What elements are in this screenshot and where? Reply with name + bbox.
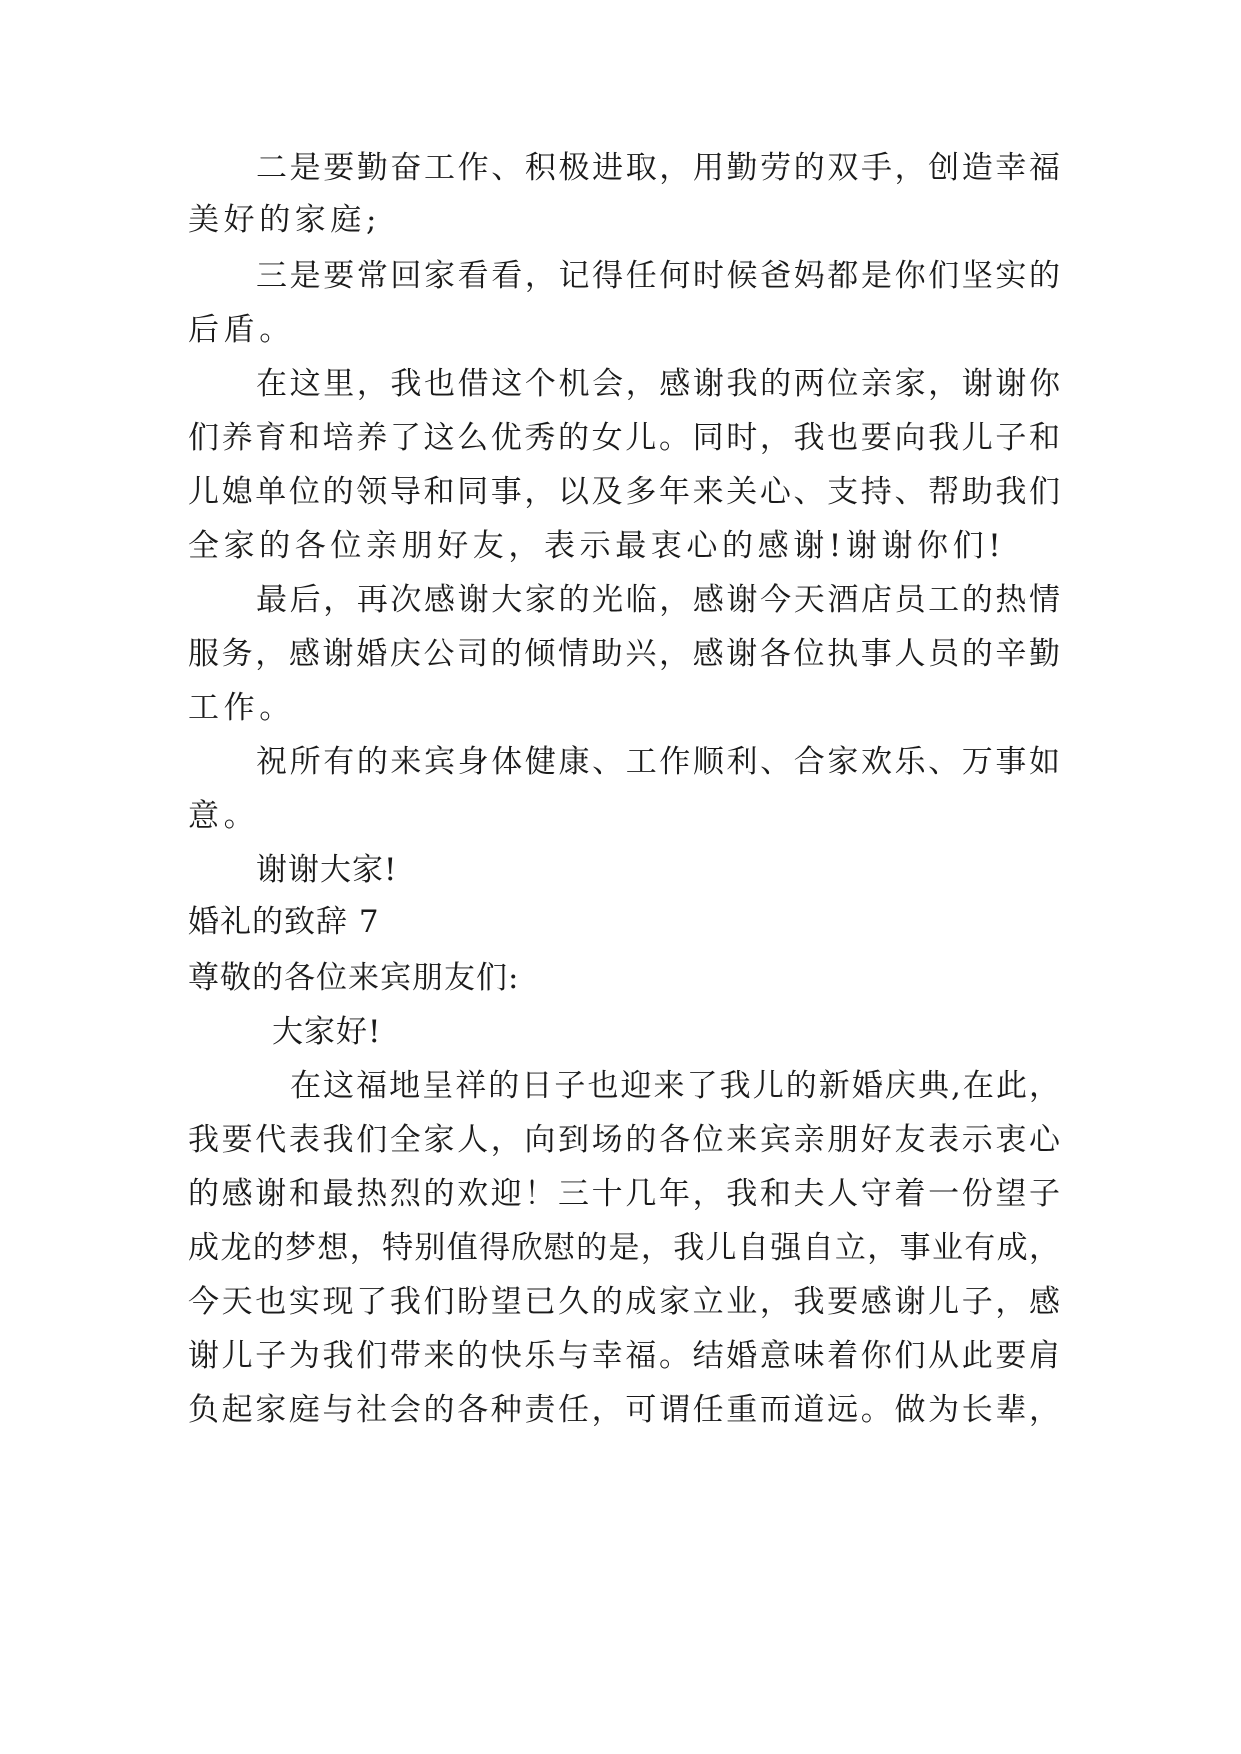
paragraph-line: 后盾。 xyxy=(188,312,295,348)
paragraph-line: 的感谢和最热烈的欢迎！三十几年，我和夫人守着一份望子 xyxy=(188,1176,1060,1212)
paragraph-line: 意。 xyxy=(188,798,260,834)
paragraph-line: 全家的各位亲朋好友，表示最衷心的感谢!谢谢你们! xyxy=(188,528,1006,564)
paragraph-line: 今天也实现了我们盼望已久的成家立业，我要感谢儿子，感 xyxy=(188,1284,1060,1320)
paragraph-line: 祝所有的来宾身体健康、工作顺利、合家欢乐、万事如 xyxy=(256,744,1060,780)
paragraph-line: 谢谢大家! xyxy=(256,852,398,888)
paragraph-line: 们养育和培养了这么优秀的女儿。同时，我也要向我儿子和 xyxy=(188,420,1060,456)
paragraph-line: 谢儿子为我们带来的快乐与幸福。结婚意味着你们从此要肩 xyxy=(188,1338,1060,1374)
salutation: 尊敬的各位来宾朋友们: xyxy=(188,960,520,996)
paragraph-line: 三是要常回家看看，记得任何时候爸妈都是你们坚实的 xyxy=(256,258,1060,294)
section-heading: 婚礼的致辞 7 xyxy=(188,904,380,940)
paragraph-line: 负起家庭与社会的各种责任，可谓任重而道远。做为长辈， xyxy=(188,1392,1060,1428)
paragraph-line: 二是要勤奋工作、积极进取，用勤劳的双手，创造幸福 xyxy=(256,150,1060,186)
paragraph-line: 最后，再次感谢大家的光临，感谢今天酒店员工的热情 xyxy=(256,582,1060,618)
greeting: 大家好! xyxy=(272,1014,382,1050)
paragraph-line: 在这福地呈祥的日子也迎来了我儿的新婚庆典,在此， xyxy=(290,1068,1060,1104)
paragraph-line: 我要代表我们全家人，向到场的各位来宾亲朋好友表示衷心 xyxy=(188,1122,1060,1158)
paragraph-line: 儿媳单位的领导和同事，以及多年来关心、支持、帮助我们 xyxy=(188,474,1060,510)
paragraph-line: 在这里，我也借这个机会，感谢我的两位亲家，谢谢你 xyxy=(256,366,1060,402)
paragraph-line: 服务，感谢婚庆公司的倾情助兴，感谢各位执事人员的辛勤 xyxy=(188,636,1060,672)
paragraph-line: 美好的家庭; xyxy=(188,202,382,238)
paragraph-line: 成龙的梦想，特别值得欣慰的是，我儿自强自立，事业有成， xyxy=(188,1230,1060,1266)
paragraph-line: 工作。 xyxy=(188,690,295,726)
